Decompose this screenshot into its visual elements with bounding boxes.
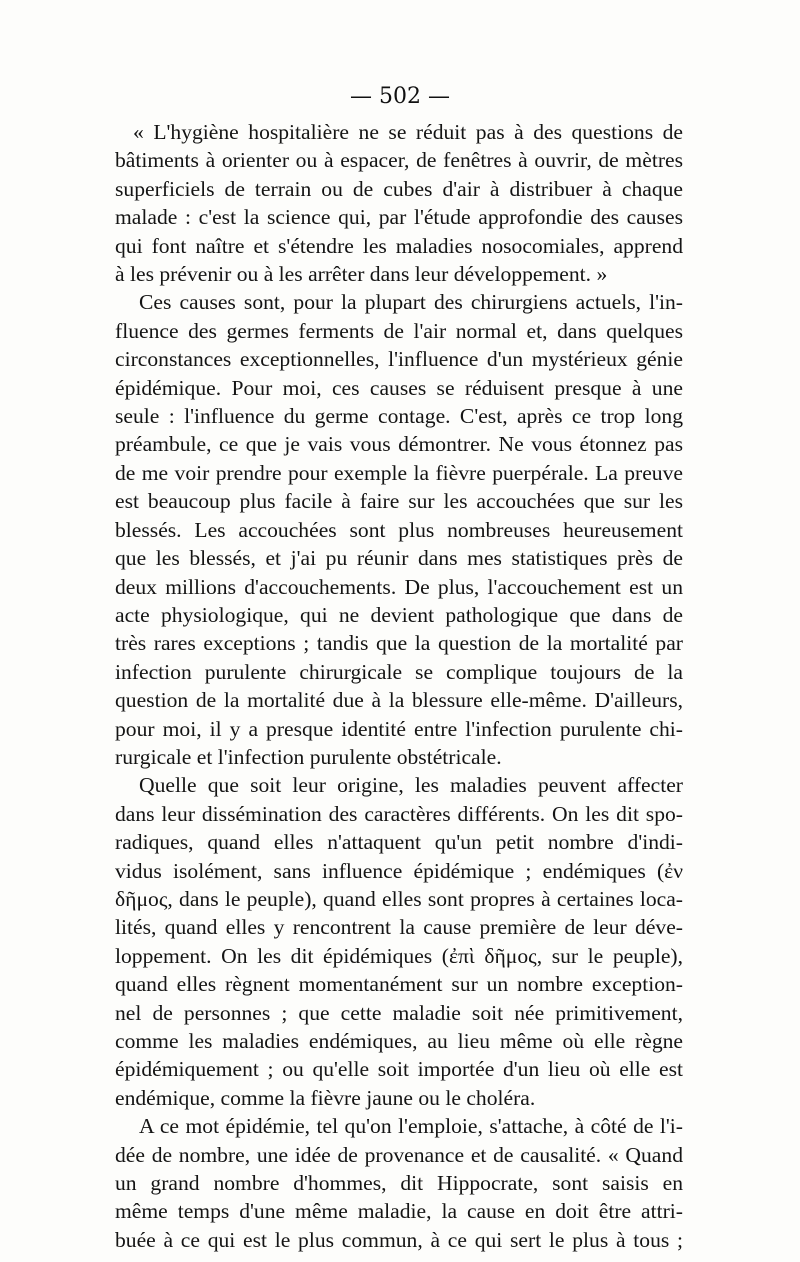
paragraph-dissemination (115, 771, 683, 1112)
paragraph-causes (115, 288, 683, 771)
body-text (115, 118, 683, 1254)
text-line: préambule, ce que je vais vous démontrer. Ne vous étonnez pas (115, 432, 683, 457)
page-number: — 502 — (350, 84, 450, 109)
text-line: dans leur dissémination des caractères différents. On les dit spo- (115, 801, 683, 826)
text-line: loppement. On les dit épidémiques (ἐπὶ δῆμος, sur le peuple), (115, 943, 683, 968)
text-line: acte physiologique, qui ne devient pathologique que dans de (115, 602, 683, 627)
text-line: très rares exceptions ; tandis que la question de la mortalité par (115, 631, 683, 656)
text-line: Quelle que soit leur origine, les maladies peuvent affecter (139, 773, 683, 798)
text-line: circonstances exceptionnelles, l'influence d'un mystérieux génie (115, 347, 683, 372)
paragraph-hygiene-quote (115, 118, 683, 288)
text-line: pour moi, il y a presque identité entre l'infection purulente chi- (115, 716, 683, 741)
text-line: superficiels de terrain ou de cubes d'air à distribuer à chaque (115, 176, 683, 201)
text-line: qui font naître et s'étendre les maladies nosocomiales, apprend (115, 233, 683, 258)
text-line: un grand nombre d'hommes, dit Hippocrate, sont saisis en (115, 1171, 683, 1196)
text-line: seule : l'influence du germe contage. C'est, après ce trop long (115, 404, 683, 429)
text-line: vidus isolément, sans influence épidémique ; endémiques (ἐν (115, 858, 683, 883)
text-line: à les prévenir ou à les arrêter dans leur développement. » (115, 262, 608, 287)
text-line: que les blessés, et j'ai pu réunir dans mes statistiques près de (115, 546, 683, 571)
text-line: nel de personnes ; que cette maladie soit née primitivement, (115, 1000, 683, 1025)
text-line: dée de nombre, une idée de provenance et de causalité. « Quand (115, 1142, 683, 1167)
text-line: est beaucoup plus facile à faire sur les accouchées que sur les (115, 489, 683, 514)
text-line: rurgicale et l'infection purulente obstétricale. (115, 744, 502, 769)
text-line: comme les maladies endémiques, au lieu même où elle règne (115, 1029, 683, 1053)
text-line: épidémiquement ; ou qu'elle soit importée d'un lieu où elle est (115, 1057, 683, 1082)
text-line: lités, quand elles y rencontrent la cause première de leur déve- (115, 915, 683, 940)
text-line: δῆμος, dans le peuple), quand elles sont propres à certaines loca- (115, 886, 683, 911)
text-line: « L'hygiène hospitalière ne se réduit pas à des questions de (133, 120, 683, 144)
text-line: malade : c'est la science qui, par l'étude approfondie des causes (115, 205, 683, 230)
text-line: même temps d'une même maladie, la cause en doit être attri- (115, 1199, 683, 1224)
text-line: A ce mot épidémie, tel qu'on l'emploie, s'attache, à côté de l'i- (139, 1114, 683, 1139)
text-line: radiques, quand elles n'attaquent qu'un petit nombre d'indi- (115, 830, 683, 855)
text-line: buée à ce qui est le plus commun, à ce qui sert le plus à tous ; (115, 1227, 683, 1252)
text-line: Ces causes sont, pour la plupart des chirurgiens actuels, l'in- (139, 290, 683, 315)
text-line: infection purulente chirurgicale se complique toujours de la (115, 659, 683, 684)
text-line: épidémique. Pour moi, ces causes se réduisent presque à une (115, 375, 683, 400)
text-line: deux millions d'accouchements. De plus, l'accouchement est un (115, 574, 683, 599)
text-line: question de la mortalité due à la blessure elle-même. D'ailleurs, (115, 688, 683, 713)
text-line: blessés. Les accouchées sont plus nombreuses heureusement (115, 517, 683, 542)
text-line: quand elles règnent momentanément sur un nombre exception- (115, 972, 683, 997)
text-line: fluence des germes ferments de l'air normal et, dans quelques (115, 318, 683, 343)
paragraph-epidemie (115, 1112, 683, 1254)
text-line: de me voir prendre pour exemple la fièvre puerpérale. La preuve (115, 460, 683, 485)
text-line: bâtiments à orienter ou à espacer, de fenêtres à ouvrir, de mètres (115, 148, 683, 173)
text-line: endémique, comme la fièvre jaune ou le choléra. (115, 1085, 536, 1110)
